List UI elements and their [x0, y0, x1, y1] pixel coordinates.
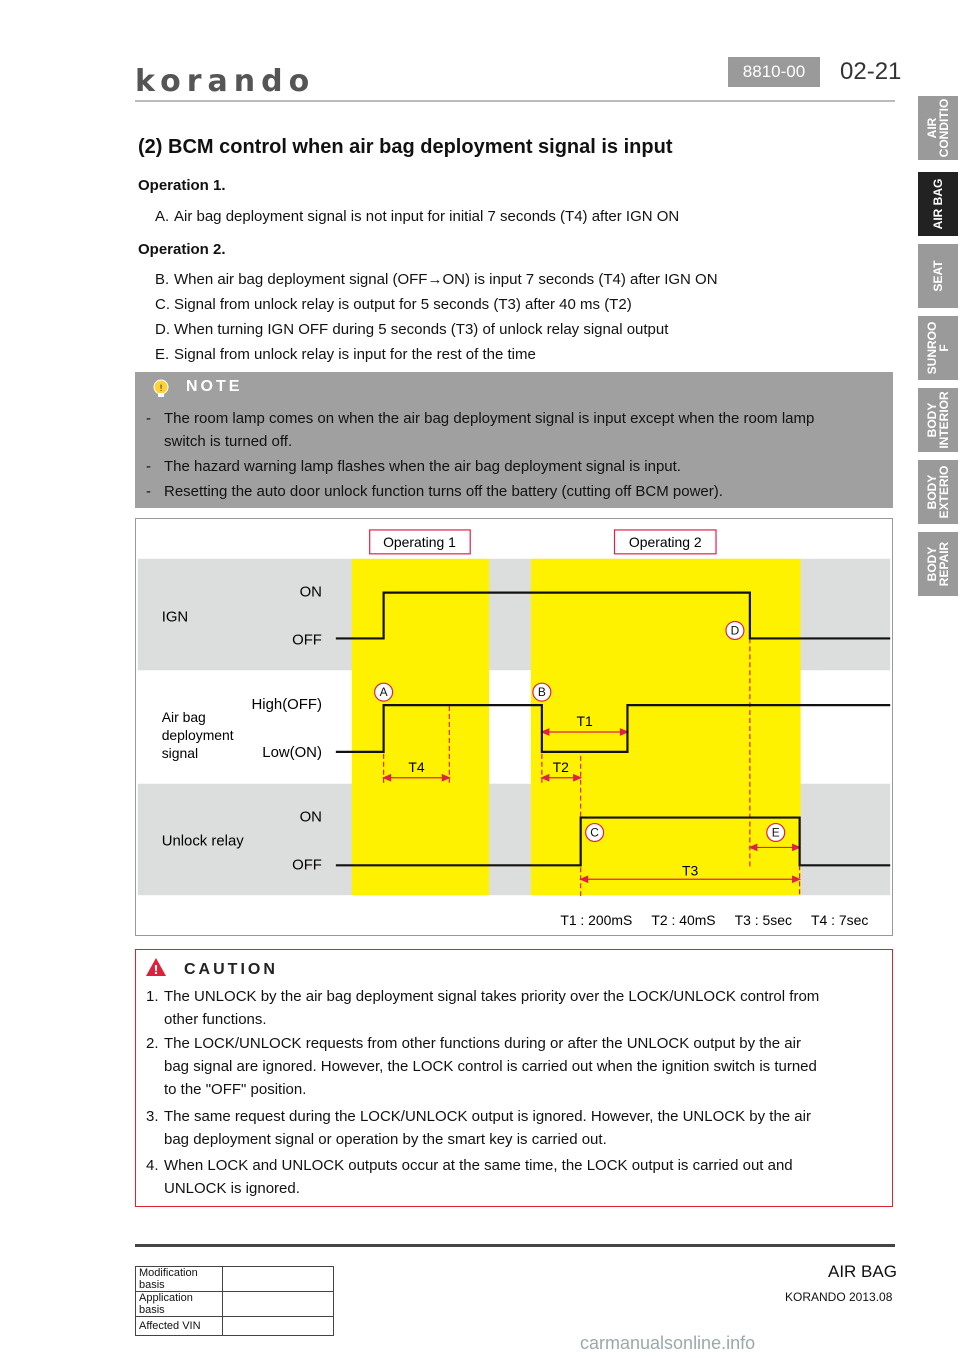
ign-label: IGN — [161, 608, 189, 626]
t2-label: T2 — [552, 758, 569, 775]
caution-item-4: 4. When LOCK and UNLOCK outputs occur at the same time, the LOCK output is carried out and UNLOCK is ignored. — [146, 1157, 793, 1197]
operating-1-zone — [352, 559, 489, 895]
svg-text:!: ! — [153, 963, 159, 977]
lightbulb-icon — [150, 378, 172, 400]
note-item: - Resetting the auto door unlock function turns off the battery (cutting off BCM power). — [146, 483, 723, 500]
ign-off-label: OFF — [292, 631, 322, 649]
timing-legend: T1 : 200mS T2 : 40mS T3 : 5sec T4 : 7sec — [560, 912, 869, 929]
tab-body-interior[interactable]: BODY INTERIOR — [918, 388, 958, 452]
footer-divider — [135, 1244, 895, 1247]
operation-item-c: C. Signal from unlock relay is output for 5 seconds (T3) after 40 ms (T2) — [155, 296, 632, 313]
marker-c: C — [590, 825, 599, 840]
footer-section-title: AIR BAG — [828, 1262, 897, 1281]
caution-item-1: 1. The UNLOCK by the air bag deployment signal takes priority over the LOCK/UNLOCK control from other functions. — [146, 988, 820, 1028]
marker-a: A — [379, 685, 388, 700]
caution-item-3: 3. The same request during the LOCK/UNLOCK output is ignored. However, the UNLOCK by the air bag deployment signal or operation by the smart key is carried out. — [146, 1108, 811, 1148]
note-item: - The room lamp comes on when the air bag deployment signal is input except when the room lamp — [146, 410, 815, 427]
unlock-off-label: OFF — [292, 856, 322, 874]
ign-on-label: ON — [299, 583, 322, 601]
section-title: (2) BCM control when air bag deployment signal is input — [138, 136, 673, 158]
operation-item-d: D. When turning IGN OFF during 5 seconds (T3) of unlock relay signal output — [155, 321, 669, 338]
tab-air-bag[interactable]: AIR BAG — [918, 172, 958, 236]
tab-sunroof[interactable]: SUNROO F — [918, 316, 958, 380]
page-number: 02-21 — [840, 58, 902, 85]
timing-diagram — [135, 518, 893, 936]
header-divider — [135, 100, 895, 102]
unlock-label: Unlock relay — [161, 832, 244, 850]
operating-2-zone — [531, 559, 801, 895]
t1-label: T1 — [576, 713, 593, 730]
tab-body-repair[interactable]: BODY REPAIR — [918, 532, 958, 596]
airbag-low-label: Low(ON) — [262, 743, 322, 761]
marker-e: E — [771, 825, 780, 840]
note-item-continued: switch is turned off. — [164, 433, 293, 450]
airbag-label-line3: signal — [161, 744, 199, 761]
note-title: NOTE — [186, 378, 243, 395]
warning-icon — [145, 957, 167, 977]
footer-model-date: KORANDO 2013.08 — [785, 1290, 893, 1304]
operation-item-e: E. Signal from unlock relay is input for the rest of the time — [155, 346, 536, 363]
operating-2-label: Operating 2 — [628, 533, 702, 550]
t3-label: T3 — [682, 862, 699, 879]
revision-table: Modification basis Application basis Affected VIN — [135, 1266, 334, 1336]
korando-logo: korando — [135, 64, 316, 99]
tab-air-conditioning[interactable]: AIR CONDITIO — [918, 96, 958, 160]
t4-label: T4 — [408, 758, 425, 775]
note-item: - The hazard warning lamp flashes when the air bag deployment signal is input. — [146, 458, 681, 475]
operating-1-label: Operating 1 — [383, 533, 456, 550]
tab-seat[interactable]: SEAT — [918, 244, 958, 308]
operation-item-a: A. Air bag deployment signal is not input for initial 7 seconds (T4) after IGN ON — [155, 208, 680, 225]
operation-2-title: Operation 2. — [138, 241, 226, 258]
tab-body-exterior[interactable]: BODY EXTERIO — [918, 460, 958, 524]
section-code: 8810-00 — [728, 57, 820, 87]
operation-1-title: Operation 1. — [138, 177, 226, 194]
operation-item-b: B. When air bag deployment signal (OFF→ON) is input 7 seconds (T4) after IGN ON — [155, 271, 718, 288]
unlock-on-label: ON — [299, 808, 322, 826]
marker-b: B — [537, 685, 546, 700]
caution-item-2: 2. The LOCK/UNLOCK requests from other functions during or after the UNLOCK output by the air bag signal are ignored. However, the LOCK control is carried out when the ignition switch is turned to the "OFF" position. — [146, 1035, 817, 1098]
caution-title: CAUTION — [184, 961, 278, 978]
airbag-high-label: High(OFF) — [251, 696, 322, 714]
airbag-label-line2: deployment — [161, 726, 234, 743]
airbag-label-line1: Air bag — [161, 709, 206, 726]
svg-text:!: ! — [159, 384, 163, 394]
watermark: carmanualsonline.info — [580, 1333, 756, 1353]
marker-d: D — [730, 623, 740, 638]
